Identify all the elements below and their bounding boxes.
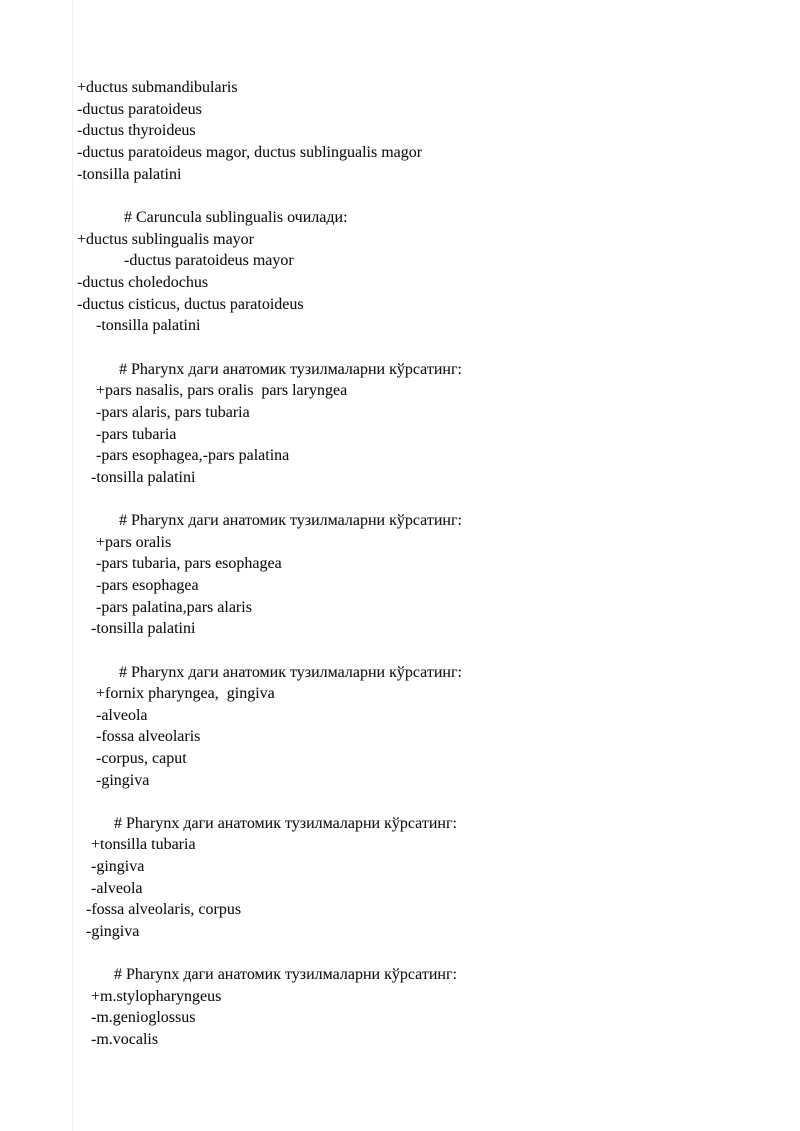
answer-line: +ductus submandibularis [77, 79, 238, 96]
answer-line: -corpus, caput [96, 750, 187, 767]
answer-line: -gingiva [96, 772, 150, 789]
answer-line: +ductus sublingualis mayor [77, 231, 255, 248]
answer-line: -tonsilla palatini [77, 166, 182, 183]
question-line: # Pharynx даги анатомик тузилмаларни кўрсатинг: [119, 361, 462, 378]
answer-line: -pars tubaria, pars esophagea [96, 555, 282, 572]
answer-line: -ductus thyroideus [77, 122, 196, 139]
answer-line: +tonsilla tubaria [91, 836, 196, 853]
answer-line: -pars alaris, pars tubaria [96, 404, 250, 421]
answer-line: -pars palatina,pars alaris [96, 599, 252, 616]
answer-line: -ductus choledochus [77, 274, 209, 291]
answer-line: -gingiva [91, 858, 145, 875]
answer-line: -ductus cisticus, ductus paratoideus [77, 296, 304, 313]
answer-line: -alveola [96, 707, 148, 724]
answer-line: +m.stylopharyngeus [91, 988, 222, 1005]
question-line: # Caruncula sublingualis очилади: [124, 209, 348, 226]
answer-line: -pars esophagea,-pars palatina [96, 447, 290, 464]
answer-line: -tonsilla palatini [91, 620, 196, 637]
answer-line: -pars esophagea [96, 577, 199, 594]
question-line: # Pharynx даги анатомик тузилмаларни кўрсатинг: [119, 664, 462, 681]
answer-line: -m.vocalis [91, 1031, 159, 1048]
answer-line: +pars nasalis, pars oralis pars laryngea [96, 382, 348, 399]
answer-line: -ductus paratoideus [77, 101, 202, 118]
answer-line: -ductus paratoideus mayor [124, 252, 294, 269]
answer-line: +pars oralis [96, 534, 172, 551]
answer-line: +fornix pharyngea, gingiva [96, 685, 275, 702]
answer-line: -gingiva [86, 923, 140, 940]
answer-line: -fossa alveolaris [96, 728, 201, 745]
answer-line: -m.genioglossus [91, 1009, 196, 1026]
answer-line: -tonsilla palatini [91, 469, 196, 486]
answer-line: -fossa alveolaris, corpus [86, 901, 242, 918]
page-margin-guide [72, 0, 73, 1131]
question-line: # Pharynx даги анатомик тузилмаларни кўрсатинг: [114, 815, 457, 832]
answer-line: -tonsilla palatini [96, 317, 201, 334]
question-line: # Pharynx даги анатомик тузилмаларни кўрсатинг: [119, 512, 462, 529]
answer-line: -pars tubaria [96, 426, 177, 443]
answer-line: -alveola [91, 880, 143, 897]
question-line: # Pharynx даги анатомик тузилмаларни кўрсатинг: [114, 966, 457, 983]
answer-line: -ductus paratoideus magor, ductus sublingualis magor [77, 144, 423, 161]
